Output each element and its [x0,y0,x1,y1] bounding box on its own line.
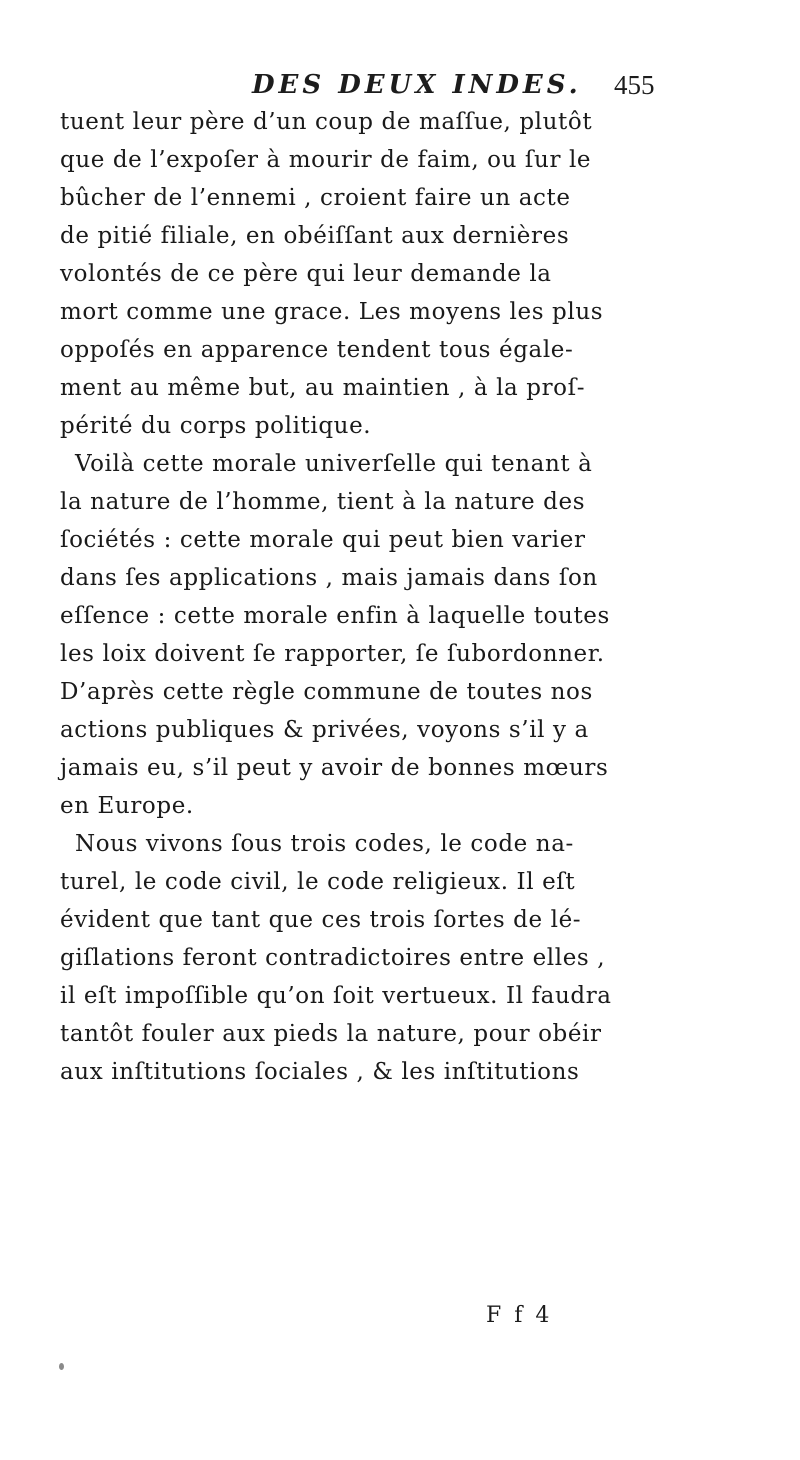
text-line: actions publiques & privées, voyons s’il y a [60,717,589,743]
page-number: 455 [614,70,655,100]
text-line: bûcher de l’ennemi , croient faire un acte [60,185,571,211]
text-line: mort comme une grace. Les moyens les plus [60,299,604,325]
text-line: aux inſtitutions ſociales , & les inſtitutions [60,1059,580,1085]
text-line: Voilà cette morale univerſelle qui tenant à [75,451,593,477]
text-line: il eſt impoſſible qu’on ſoit vertueux. Il faudra [60,983,612,1009]
text-line: jamais eu, s’il peut y avoir de bonnes mœurs [60,755,609,781]
text-line: ſociétés : cette morale qui peut bien varier [60,527,586,553]
text-line: Nous vivons ſous trois codes, le code na- [75,831,574,857]
text-line: que de l’expoſer à mourir de faim, ou ſur le [60,147,592,173]
text-line: tuent leur père d’un coup de maſſue, plutôt [60,109,593,135]
text-line: eſſence : cette morale enfin à laquelle toutes [60,603,610,629]
text-line: turel, le code civil, le code religieux. Il eſt [60,869,576,895]
text-line: giſlations feront contradictoires entre elles , [60,945,606,971]
text-line: tantôt fouler aux pieds la nature, pour obéir [60,1021,602,1047]
running-head [0,70,800,110]
text-line: ment au même but, au maintien , à la proſ- [60,375,586,401]
text-line: évident que tant que ces trois ſortes de lé- [60,907,582,933]
text-line: oppoſés en apparence tendent tous égale- [60,337,574,363]
signature-mark: F f 4 [486,1303,553,1328]
text-line: les loix doivent ſe rapporter, ſe ſubordonner. [60,641,605,667]
text-line: en Europe. [60,793,194,819]
text-line: D’après cette règle commune de toutes nos [60,679,593,705]
text-line: dans ſes applications , mais jamais dans ſon [60,565,598,591]
text-line: périté du corps politique. [60,413,372,439]
text-line: la nature de l’homme, tient à la nature des [60,489,586,515]
paper-speck [59,1363,64,1370]
text-line: de pitié filiale, en obéiſſant aux dernières [60,223,570,249]
text-line: volontés de ce père qui leur demande la [60,261,552,287]
running-title: DES DEUX INDES. [252,70,582,100]
